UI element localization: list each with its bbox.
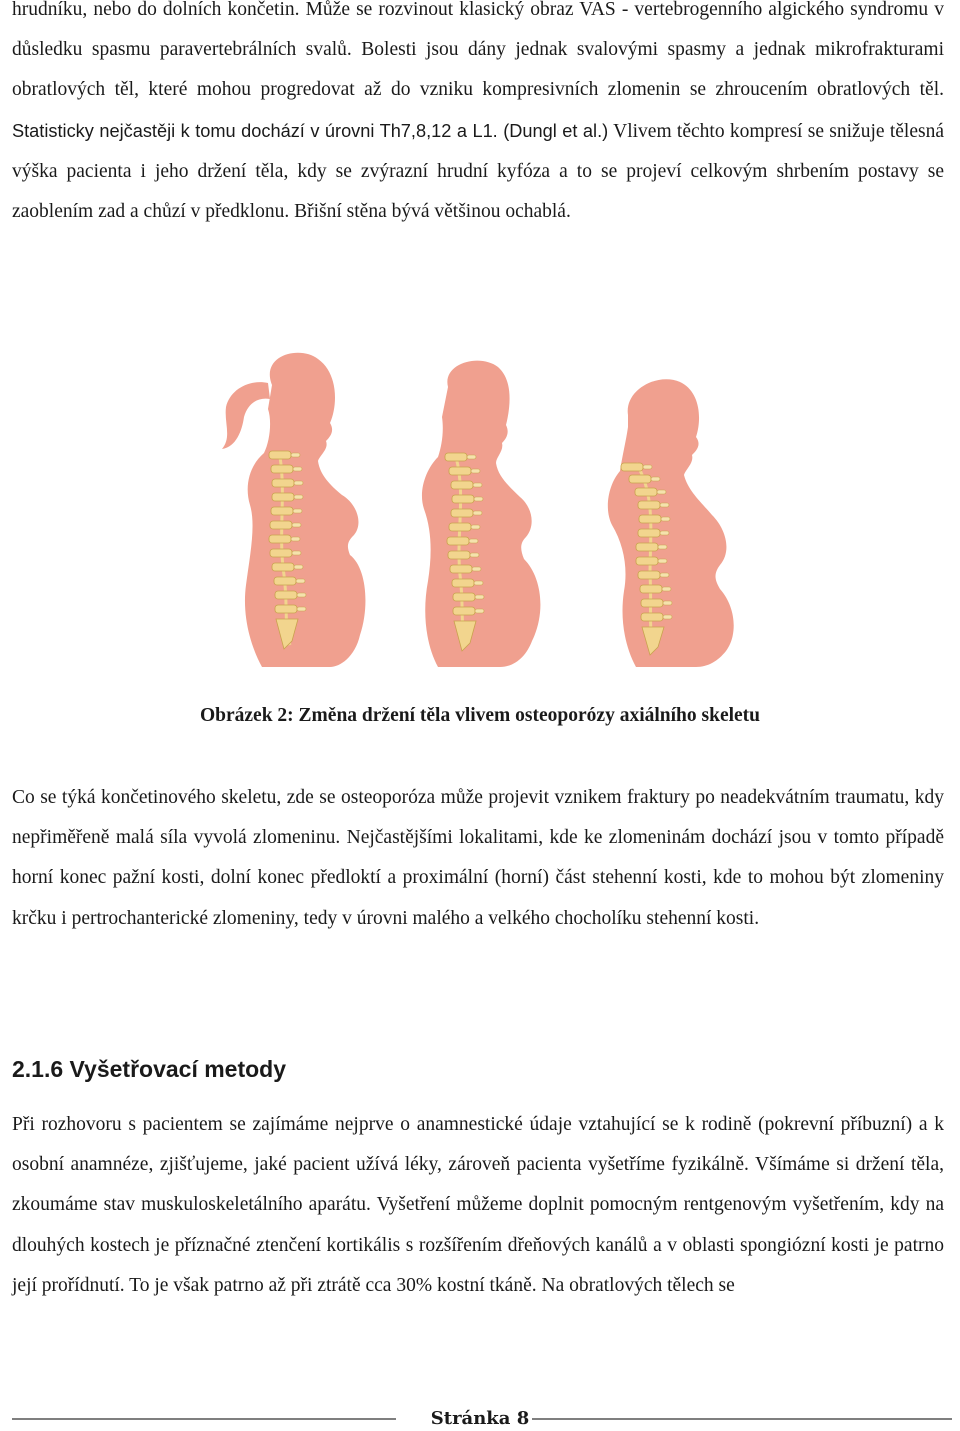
page-number: Stránka 8: [430, 1408, 530, 1429]
paragraph-1-part-a: hrudníku, nebo do dolních končetin. Může se rozvinout klasický obraz VAS - vertebrogenního algického syndromu v důsledku spasmu paravertebrálních svalů. Bolesti jsou dány jednak svalovými spasmy a jednak mikrofrakturami obratlových těl, které mohou progredovat až do vzniku kompresivních zlomenin se zhroucením obratlových těl.: [12, 0, 944, 101]
figure-caption: Obrázek 2: Změna držení těla vlivem osteoporózy axiálního skeletu: [199, 705, 761, 726]
figure-kyphotic: [608, 379, 734, 667]
body-paragraph-1: [12, 0, 944, 232]
figure-mildly-stooped: [422, 361, 540, 667]
body-paragraph-3: Při rozhovoru s pacientem se zajímáme nejprve o anamnestické údaje vztahující se k rodině (pokrevní příbuzní) a k osobní anamnéze, zjišťujeme, jaké pacient užívá léky, zároveň pacienta vyšetříme fyzikálně. Všímáme si držení těla, zkoumáme stav muskuloskeletálního aparátu. Vyšetření můžeme doplnit pomocným rentgenovým vyšetřením, kdy na dlouhých kostech je příznačné ztenčení kortikális s rozšířením dřeňových kanálů a v oblasti spongiózní kosti je patrno její prořídnutí. To je však patrno až při ztrátě cca 30% kostní tkáně. Na obratlových tělech se: [12, 1114, 944, 1296]
paragraph-1-part-c: Vlivem těchto kompresí se snižuje tělesná výška pacienta i jeho držení těla, kdy se zvýrazní hrudní kyfóza a to se projeví celkovým shrbením postavy se zaoblením zad a chůzí v předklonu. Břišní stěna bývá většinou ochablá.: [12, 120, 944, 223]
paragraph-1-part-b: Statisticky nejčastěji k tomu dochází v úrovni Th7,8,12 a L1. (Dungl et al.): [12, 120, 609, 141]
figure-upright: [222, 353, 365, 667]
osteoporosis-posture-illustration: [180, 345, 780, 675]
body-paragraph-2: Co se týká končetinového skeletu, zde se osteoporóza může projevit vznikem fraktury po neadekvátním traumatu, kdy nepřiměřeně malá síla vyvolá zlomeninu. Nejčastějšími lokalitami, kde ke zlomeninám dochází jsou v tomto případě horní konec pažní kosti, dolní konec předloktí a proximální (horní) část stehenní kosti, kde to mohou být zlomeniny krčku i pertrochanterické zlomeniny, tedy v úrovni malého a velkého chocholíku stehenní kosti.: [12, 787, 944, 929]
section-heading: 2.1.6 Vyšetřovací metody: [12, 1056, 287, 1082]
